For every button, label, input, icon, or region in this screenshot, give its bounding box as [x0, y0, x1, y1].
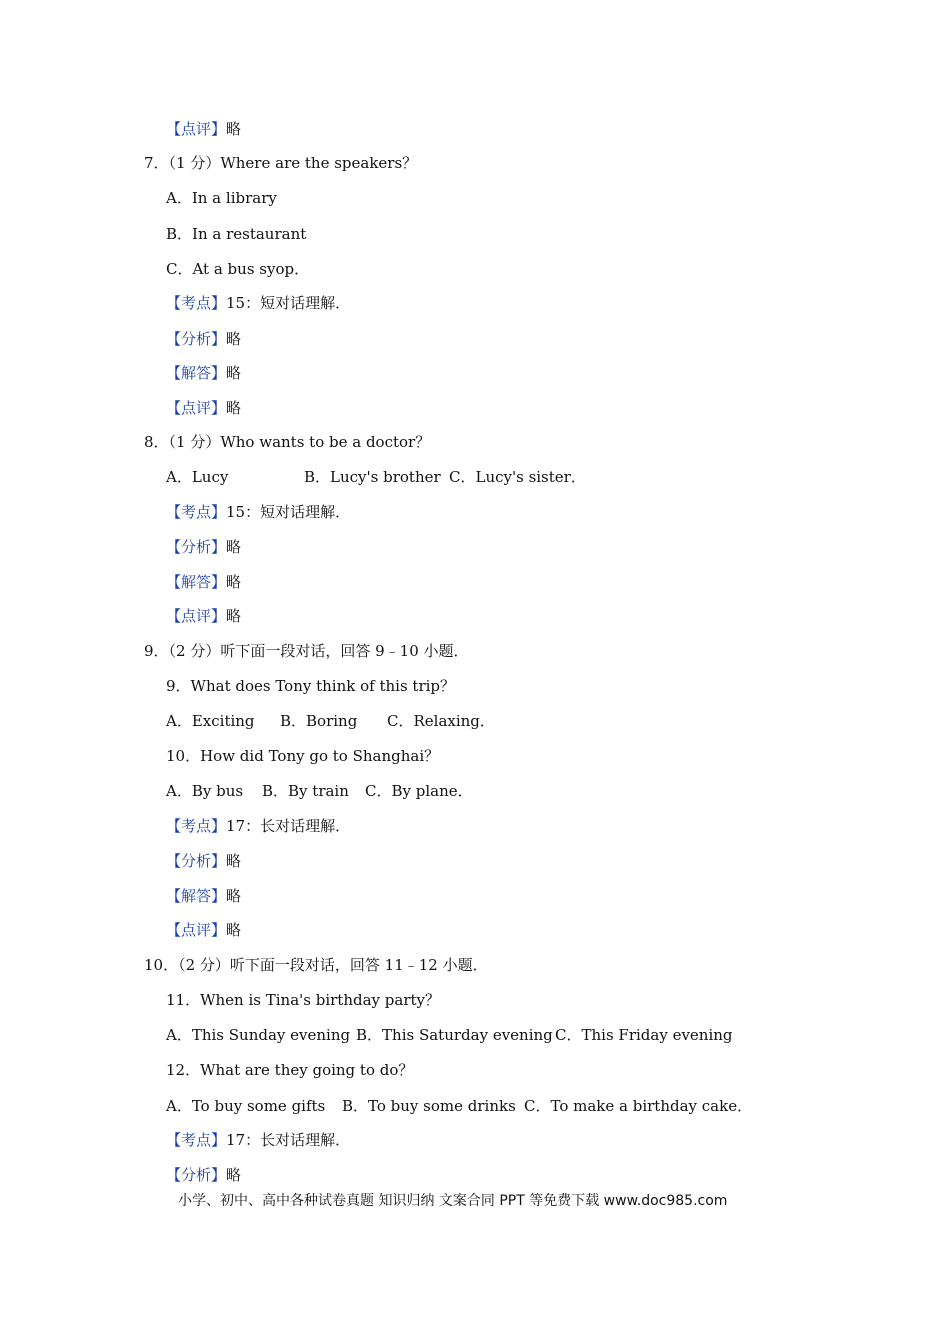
page-footer: 小学、初中、高中各种试卷真题 知识归纳 文案合同 PPT 等免费下载 www.doc985.com: [178, 1193, 728, 1209]
jieda-tag: 【解答】: [166, 364, 227, 382]
fenxi-tag: 【分析】: [166, 330, 227, 348]
q7-kaodian-text: 15：短对话理解．: [226, 294, 351, 312]
q7-option-c: C．At a bus syop．: [166, 260, 310, 278]
q10-stem: 10．（2 分）听下面一段对话，回答 11﹣12 小题．: [144, 956, 488, 974]
q8-fenxi-line: [166, 537, 241, 557]
q10-kaodian-line: [166, 1130, 350, 1150]
q7-stem: 7．（1 分）Where are the speakers？: [144, 154, 418, 172]
fenxi-text: 略: [226, 852, 242, 870]
q10-sub2-option-a: A．To buy some gifts: [166, 1097, 326, 1115]
fenxi-tag: 【分析】: [166, 1166, 227, 1184]
q10-sub1-option-b: B．This Saturday evening: [356, 1026, 553, 1044]
dianping-tag: 【点评】: [166, 921, 227, 939]
q9-sub2-option-c: C．By plane．: [365, 782, 473, 800]
q10-sub1-option-a: A．This Sunday evening: [166, 1026, 351, 1044]
q8-option-b: B．Lucy's brother: [304, 468, 441, 486]
jieda-tag: 【解答】: [166, 887, 227, 905]
dianping-tag: 【点评】: [166, 120, 227, 138]
dianping-text: 略: [226, 120, 242, 138]
q9-fenxi-line: [166, 851, 241, 871]
q9-sub2-option-a: A．By bus: [166, 782, 244, 800]
q9-kaodian-line: [166, 816, 350, 836]
q9-sub1-stem: 9．What does Tony think of this trip？: [166, 677, 456, 695]
q7-fenxi-line: [166, 329, 241, 349]
q10-sub2-stem: 12．What are they going to do？: [166, 1061, 414, 1079]
fenxi-tag: 【分析】: [166, 852, 227, 870]
q9-sub2-stem: 10．How did Tony go to Shanghai？: [166, 747, 440, 765]
q9-dianping-line: [166, 920, 241, 940]
q9-jieda-line: [166, 886, 241, 906]
q7-option-b: B．In a restaurant: [166, 225, 307, 243]
dianping-text: 略: [226, 399, 242, 417]
fenxi-tag: 【分析】: [166, 538, 227, 556]
q9-sub1-option-c: C．Relaxing．: [387, 712, 495, 730]
q8-dianping-line: [166, 606, 241, 626]
jieda-text: 略: [226, 364, 242, 382]
fenxi-text: 略: [226, 538, 242, 556]
kaodian-tag: 【考点】: [166, 503, 227, 521]
q10-fenxi-line: [166, 1165, 241, 1185]
dianping-tag: 【点评】: [166, 607, 227, 625]
q10-sub2-option-c: C．To make a birthday cake．: [524, 1097, 753, 1115]
dianping-text: 略: [226, 607, 242, 625]
jieda-text: 略: [226, 887, 242, 905]
q8-option-a: A．Lucy: [166, 468, 229, 486]
q10-kaodian-text: 17：长对话理解．: [226, 1131, 351, 1149]
q8-kaodian-line: [166, 502, 350, 522]
q9-kaodian-text: 17：长对话理解．: [226, 817, 351, 835]
kaodian-tag: 【考点】: [166, 294, 227, 312]
kaodian-tag: 【考点】: [166, 1131, 227, 1149]
q9-stem: 9．（2 分）听下面一段对话，回答 9﹣10 小题．: [144, 642, 469, 660]
q10-sub1-stem: 11．When is Tina's birthday party？: [166, 991, 440, 1009]
fenxi-text: 略: [226, 1166, 242, 1184]
q10-sub1-option-c: C．This Friday evening: [555, 1026, 733, 1044]
q9-sub1-option-b: B．Boring: [280, 712, 358, 730]
q8-kaodian-text: 15：短对话理解．: [226, 503, 351, 521]
dianping-line: [166, 119, 241, 139]
q7-kaodian-line: [166, 293, 350, 313]
q7-option-a: A．In a library: [166, 189, 277, 207]
dianping-tag: 【点评】: [166, 399, 227, 417]
jieda-text: 略: [226, 573, 242, 591]
q9-sub1-option-a: A．Exciting: [166, 712, 255, 730]
jieda-tag: 【解答】: [166, 573, 227, 591]
kaodian-tag: 【考点】: [166, 817, 227, 835]
q10-sub2-option-b: B．To buy some drinks: [342, 1097, 516, 1115]
dianping-text: 略: [226, 921, 242, 939]
q8-jieda-line: [166, 572, 241, 592]
q8-option-c: C．Lucy's sister．: [449, 468, 586, 486]
q7-dianping-line: [166, 398, 241, 418]
fenxi-text: 略: [226, 330, 242, 348]
q7-jieda-line: [166, 363, 241, 383]
q9-sub2-option-b: B．By train: [262, 782, 349, 800]
q8-stem: 8．（1 分）Who wants to be a doctor？: [144, 433, 431, 451]
